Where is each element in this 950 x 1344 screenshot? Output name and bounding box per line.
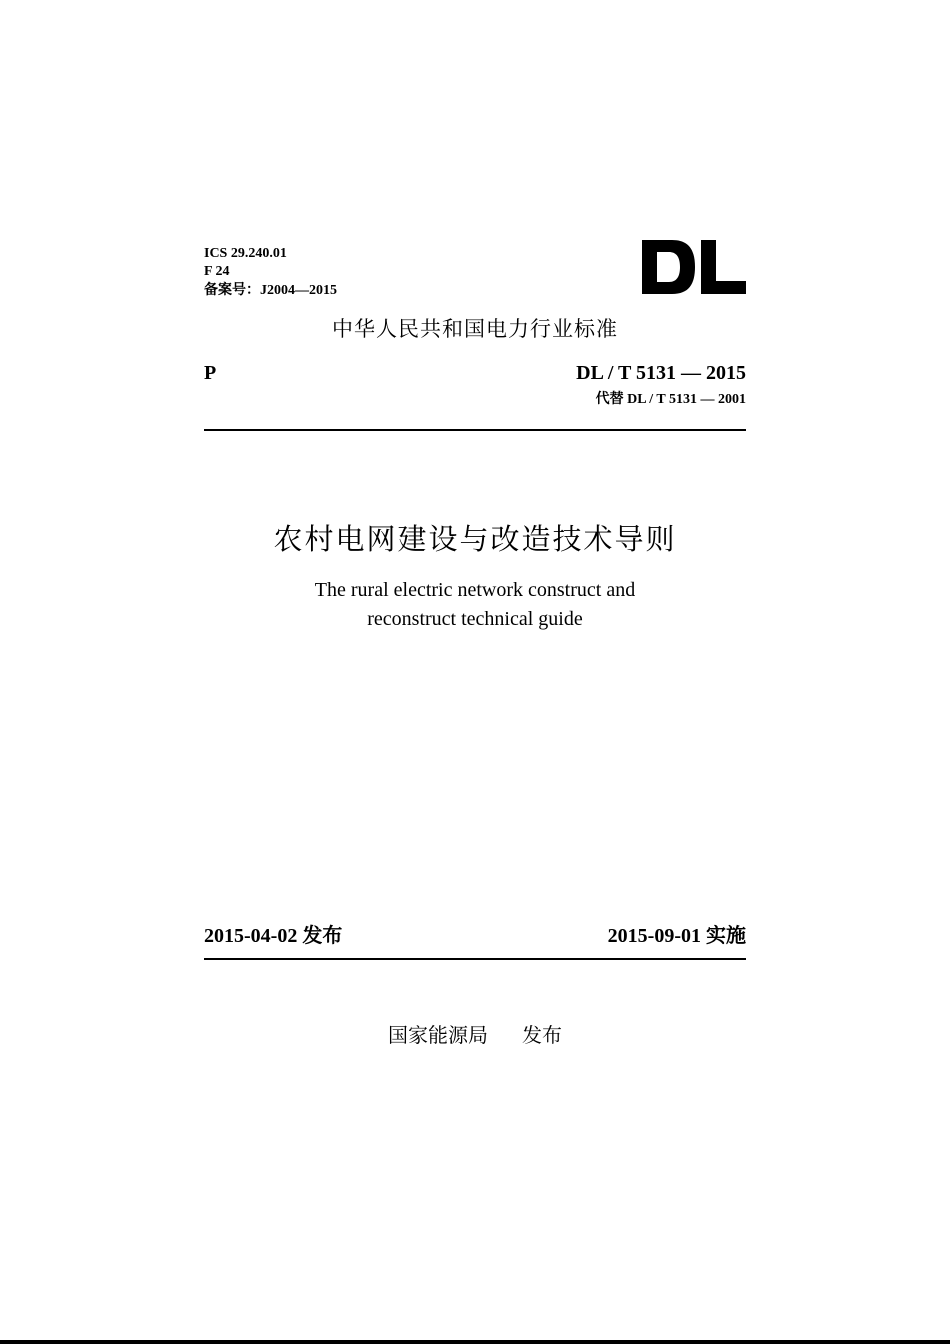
issuer-line	[0, 1020, 950, 1050]
standard-number: DL / T 5131 — 2015	[576, 362, 746, 384]
header-divider	[204, 429, 746, 431]
standard-heading: 中华人民共和国电力行业标准	[332, 317, 618, 341]
title-english-line2: reconstruct technical guide	[367, 608, 583, 630]
issuer-name: 国家能源局	[388, 1023, 488, 1047]
ccs-code: F 24	[204, 264, 230, 279]
ics-code: ICS 29.240.01	[204, 246, 287, 261]
dl-logo	[640, 238, 748, 296]
record-number: 备案号：J2004—2015	[204, 283, 337, 298]
title-chinese: 农村电网建设与改造技术导则	[273, 522, 677, 556]
effective-date: 2015-09-01 实施	[607, 925, 746, 947]
category-code: P	[204, 362, 217, 384]
issue-date: 2015-04-02 发布	[204, 925, 343, 947]
issuer-action: 发布	[522, 1023, 562, 1047]
replaces-standard: 代替 DL / T 5131 — 2001	[595, 392, 746, 407]
date-divider	[204, 958, 746, 960]
title-english-line1: The rural electric network construct and	[314, 579, 636, 601]
page-bottom-border	[0, 1340, 950, 1344]
